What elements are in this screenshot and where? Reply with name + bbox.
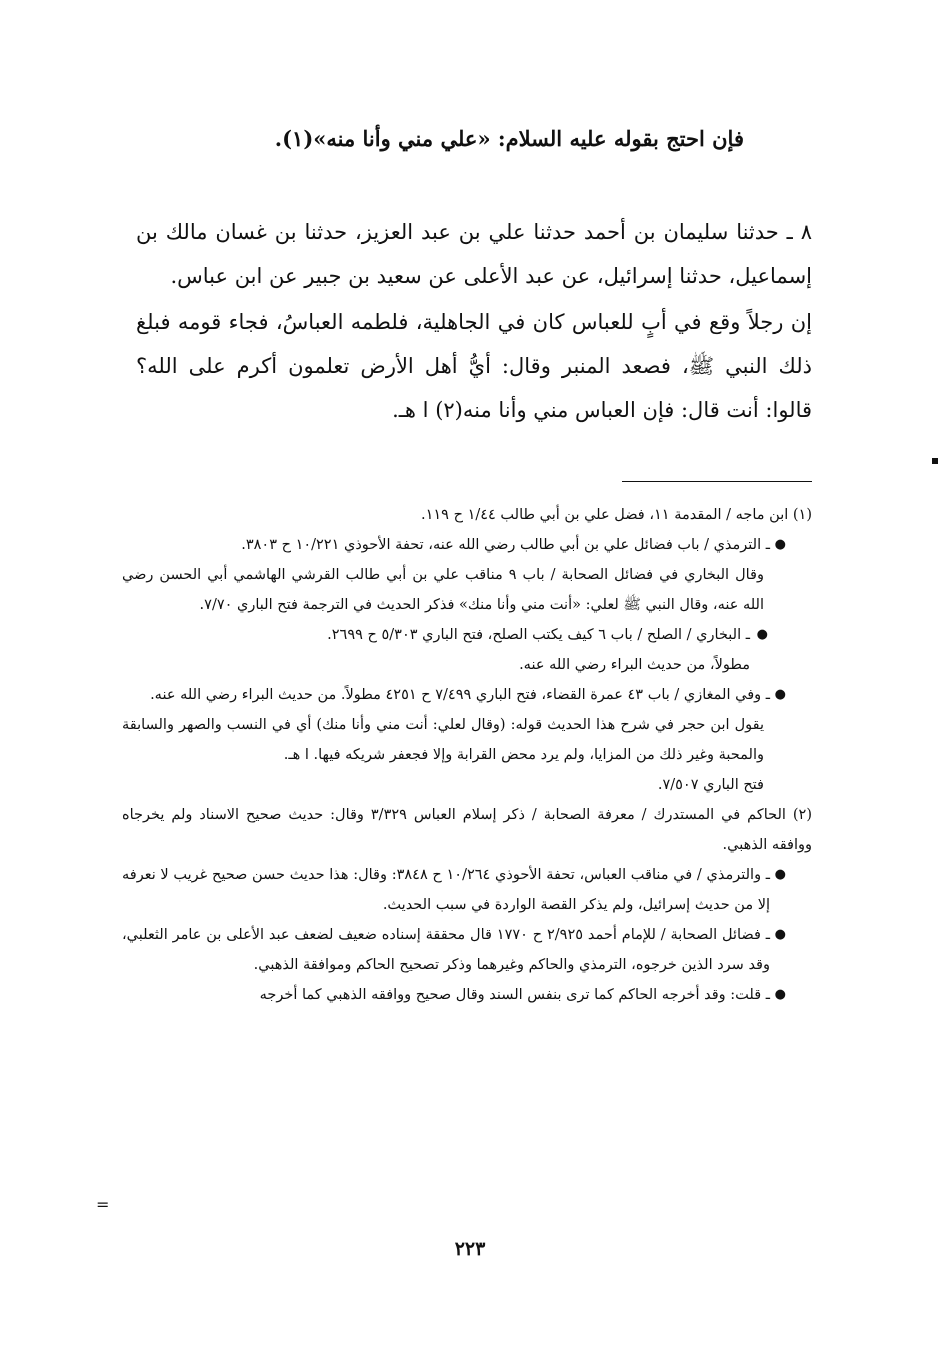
footnote-1-paragraph-2	[122, 710, 812, 770]
footnote-1-head: (١) ابن ماجه / المقدمة ١١، فضل علي بن أبي طالب ١/٤٤ ح ١١٩.	[421, 507, 812, 523]
footnote-1-paragraph-3	[122, 770, 812, 800]
footnote-text: فتح الباري ٧/٥٠٧.	[657, 777, 764, 793]
continuation-mark: =	[96, 1195, 110, 1214]
bullet-icon: ●	[774, 987, 786, 1002]
footnote-2-bullet-1	[122, 860, 812, 920]
footnote-text: وقال البخاري في فضائل الصحابة / باب ٩ مناقب علي بن أبي طالب القرشي الهاشمي أبي الحسن رضي الله عنه، وقال النبي ﷺ لعلي: «أنت مني وأنا منك» فذكر الحديث في الترجمة فتح الباري ٧/٧٠.	[122, 567, 764, 613]
bullet-icon: ●	[774, 927, 786, 942]
footnote-text: ـ البخاري / الصلح / باب ٦ كيف يكتب الصلح، فتح الباري ٥/٣٠٣ ح ٢٦٩٩.	[327, 627, 750, 643]
footnote-1-bullet-2	[122, 620, 812, 680]
bullet-icon: ●	[774, 687, 786, 702]
hadith-isnad-paragraph: ٨ ـ حدثنا سليمان بن أحمد حدثنا علي بن عبد العزيز، حدثنا بن غسان مالك بن إسماعيل، حدثنا إسرائيل، عن عبد الأعلى عن سعيد بن جبير عن ابن عباس.	[136, 220, 812, 288]
footnote-text: ـ قلت: وقد أخرجه الحاكم كما ترى بنفس السند وقال صحيح ووافقه الذهبي كما أخرجه	[259, 987, 770, 1003]
footnote-2-bullet-2	[122, 920, 812, 980]
footnote-text: يقول ابن حجر في شرح هذا الحديث قوله: (وقال لعلي: أنت مني وأنا منك) أي في النسب والصهر والسابقة والمحبة وغير ذلك من المزايا، ولم يرد محض القرابة وإلا فجعفر شريكه فيها. ا هـ.	[122, 717, 764, 763]
footnote-1-bullet-3	[122, 680, 812, 710]
footnote-text: مطولاً، من حديث البراء رضي الله عنه.	[519, 657, 750, 673]
bullet-icon: ●	[774, 537, 786, 552]
footnote-1-paragraph-1	[122, 560, 812, 620]
footnotes	[122, 500, 812, 1010]
main-text	[136, 210, 812, 432]
page-number: ٢٢٣	[454, 1238, 486, 1260]
bullet-icon: ●	[774, 867, 786, 882]
section-heading: فإن احتج بقوله عليه السلام: «علي مني وأنا منه»(١).	[274, 126, 744, 151]
footnote-text: ـ فضائل الصحابة / للإمام أحمد ٢/٩٢٥ ح ١٧٧٠ قال محققة إسناده ضعيف لضعف عبد الأعلى بن عامر الثعلبي، وقد سرد الذين خرجوه، الترمذي والحاكم وغيرهما وذكر تصحيح الحاكم وموافقة الذهبي.	[122, 927, 771, 973]
footnote-2-head: (٢) الحاكم في المستدرك / معرفة الصحابة / ذكر إسلام العباس ٣/٣٢٩ وقال: حديث صحيح الاسناد ولم يخرجاه ووافقه الذهبي.	[122, 807, 812, 853]
bullet-icon: ●	[756, 627, 768, 642]
footnote-1-bullet-1	[122, 530, 812, 560]
footnote-text: ـ وفي المغازي / باب ٤٣ عمرة القضاء، فتح الباري ٧/٤٩٩ ح ٤٢٥١ مطولاً. من حديث البراء رضي الله عنه.	[150, 687, 770, 703]
hadith-matn-paragraph: إن رجلاً وقع في أبٍ للعباس كان في الجاهلية، فلطمه العباسُ، فجاء قومه فبلغ ذلك النبي ﷺ، فصعد المنبر وقال: أيُّ أهل الأرض تعلمون أكرم على الله؟ قالوا: أنت قال: فإن العباس مني وأنا منه(٢) ا هـ.	[136, 310, 812, 422]
footnote-2-bullet-3	[122, 980, 812, 1010]
footnote-text: ـ والترمذي / في مناقب العباس، تحفة الأحوذي ١٠/٢٦٤ ح ٣٨٤٨: وقال: هذا حديث حسن صحيح غريب لا نعرفه إلا من حديث إسرائيل، ولم يذكر القصة الواردة في سبب الحديث.	[122, 867, 771, 913]
footnote-text: ـ الترمذي / باب فضائل علي بن أبي طالب رضي الله عنه، تحفة الأحوذي ١٠/٢٢١ ح ٣٨٠٣.	[241, 537, 770, 553]
footnote-separator	[622, 481, 812, 482]
margin-mark	[932, 458, 938, 464]
